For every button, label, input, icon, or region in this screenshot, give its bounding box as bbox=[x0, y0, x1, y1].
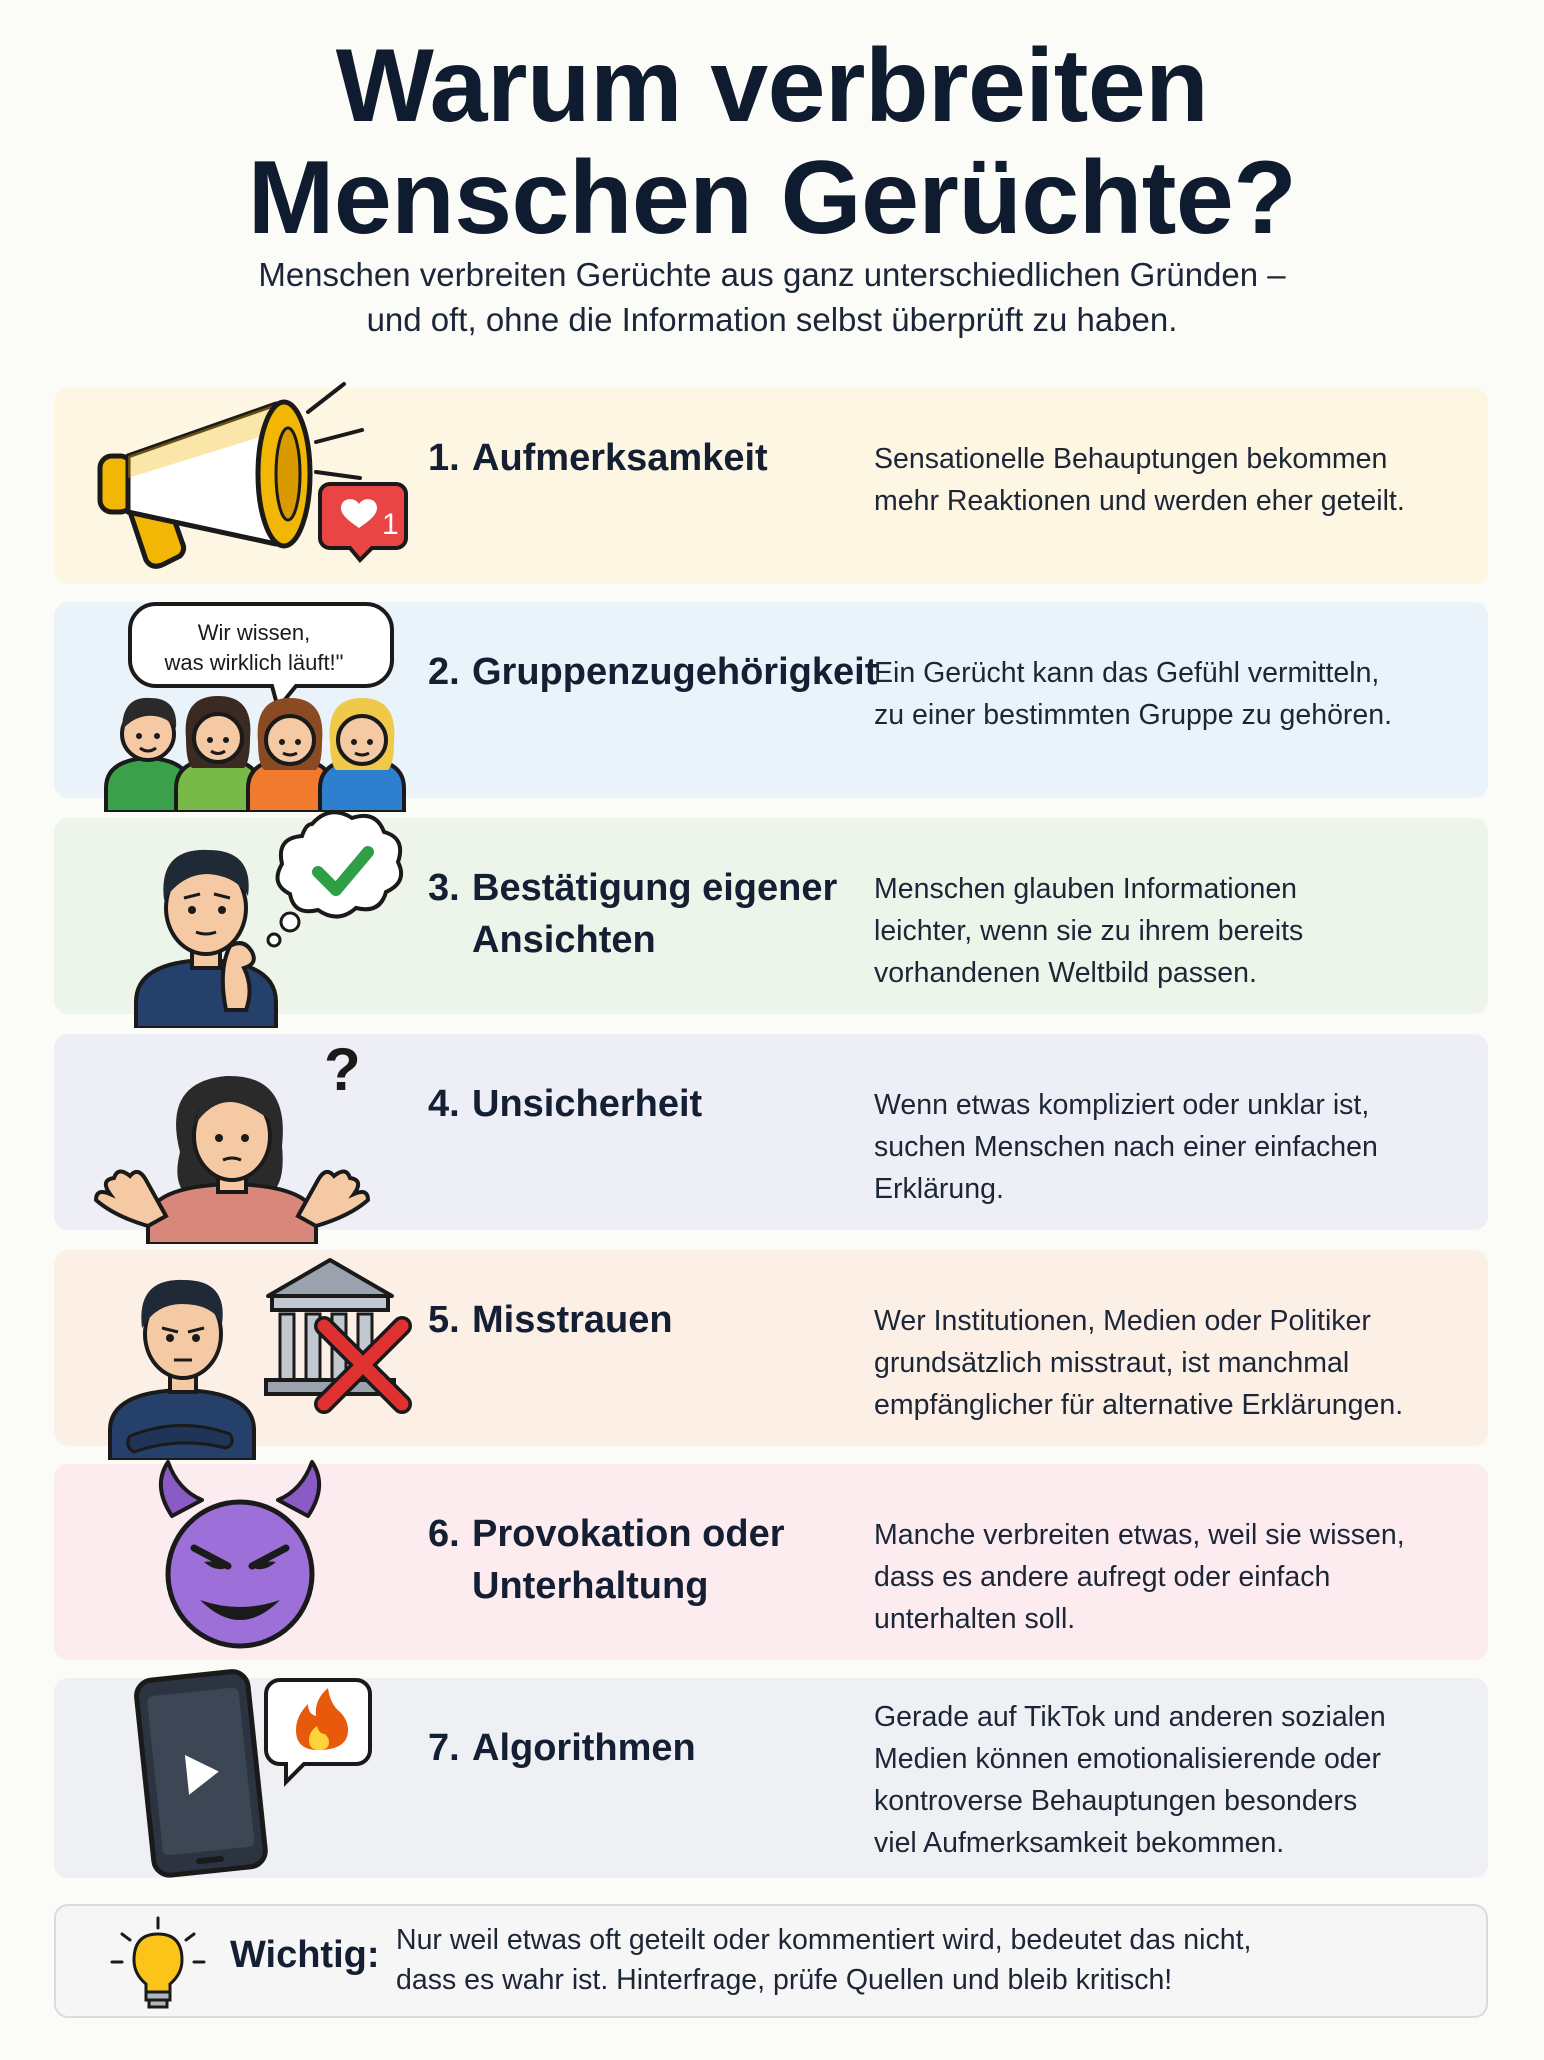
reason-title bbox=[428, 432, 898, 484]
reason-card-distrust bbox=[54, 1250, 1488, 1446]
reason-desc-line: mehr Reaktionen und werden eher geteilt. bbox=[874, 485, 1405, 517]
lightbulb-icon bbox=[108, 1916, 208, 2012]
note-text bbox=[396, 1920, 1251, 2000]
reason-number: 6. bbox=[428, 1513, 460, 1555]
reason-title bbox=[428, 646, 898, 698]
reason-title-line1: Bestätigung eigener bbox=[472, 867, 838, 909]
reason-title-line2: Unterhaltung bbox=[472, 1565, 709, 1607]
important-note bbox=[54, 1904, 1488, 2018]
reason-title bbox=[428, 1722, 898, 1774]
reason-card-confirmation bbox=[54, 818, 1488, 1014]
reason-title-line1: Provokation oder bbox=[472, 1513, 785, 1555]
reason-desc-line: Wer Institutionen, Medien oder Politiker bbox=[874, 1305, 1371, 1337]
reason-card-algorithms bbox=[54, 1678, 1488, 1878]
reason-title bbox=[428, 1078, 898, 1130]
reason-title-line1: Gruppenzugehörigkeit bbox=[472, 651, 878, 693]
svg-text:?: ? bbox=[324, 1036, 361, 1103]
like-count-badge: 1 bbox=[382, 508, 399, 541]
confused-person-icon bbox=[76, 1020, 436, 1244]
thinking-person-icon bbox=[76, 804, 436, 1028]
reason-desc-line: Wenn etwas kompliziert oder unklar ist, bbox=[874, 1089, 1370, 1121]
reason-number: 7. bbox=[428, 1727, 460, 1769]
reason-desc-line: grundsätzlich misstraut, ist manchmal bbox=[874, 1347, 1350, 1379]
reason-desc-line: vorhandenen Weltbild passen. bbox=[874, 957, 1257, 989]
reason-desc-line: Manche verbreiten etwas, weil sie wissen, bbox=[874, 1519, 1405, 1551]
reason-title bbox=[428, 862, 898, 966]
reason-desc-line: Menschen glauben Informationen bbox=[874, 873, 1298, 905]
reason-desc-line: suchen Menschen nach einer einfachen bbox=[874, 1131, 1378, 1163]
reason-title-line1: Aufmerksamkeit bbox=[472, 437, 768, 479]
reason-number: 2. bbox=[428, 651, 460, 693]
reason-title bbox=[428, 1508, 898, 1612]
reason-card-provocation bbox=[54, 1464, 1488, 1660]
reason-description bbox=[874, 652, 1474, 736]
reason-number: 3. bbox=[428, 867, 460, 909]
devil-icon bbox=[76, 1450, 436, 1674]
page-title bbox=[0, 30, 1544, 254]
reason-title-line1: Misstrauen bbox=[472, 1299, 673, 1341]
reason-desc-line: Gerade auf TikTok und anderen sozialen bbox=[874, 1701, 1386, 1733]
speech-bubble-line2: was wirklich läuft!" bbox=[164, 650, 344, 675]
reason-description bbox=[874, 1514, 1474, 1640]
reason-desc-line: Medien können emotionalisierende oder bbox=[874, 1743, 1382, 1775]
reason-description bbox=[874, 438, 1474, 522]
reason-title-line1: Unsicherheit bbox=[472, 1083, 703, 1125]
reason-number: 4. bbox=[428, 1083, 460, 1125]
reason-description bbox=[874, 1084, 1474, 1210]
reason-desc-line: Erklärung. bbox=[874, 1173, 1004, 1205]
subtitle-line1: Menschen verbreiten Gerüchte aus ganz unterschiedlichen Gründen – bbox=[258, 256, 1286, 293]
reason-desc-line: kontroverse Behauptungen besonders bbox=[874, 1785, 1358, 1817]
reason-desc-line: viel Aufmerksamkeit bekommen. bbox=[874, 1827, 1285, 1859]
note-text-line2: dass es wahr ist. Hinterfrage, prüfe Quellen und bleib kritisch! bbox=[396, 1964, 1173, 1996]
reason-number: 5. bbox=[428, 1299, 460, 1341]
reason-title-line2: Ansichten bbox=[472, 919, 656, 961]
reason-desc-line: dass es andere aufregt oder einfach bbox=[874, 1561, 1331, 1593]
reason-desc-line: unterhalten soll. bbox=[874, 1603, 1076, 1635]
reason-desc-line: empfänglicher für alternative Erklärungen. bbox=[874, 1389, 1404, 1421]
smartphone-icon bbox=[76, 1664, 436, 1892]
note-text-line1: Nur weil etwas oft geteilt oder kommentiert wird, bedeutet das nicht, bbox=[396, 1924, 1252, 1956]
reason-description bbox=[874, 868, 1474, 994]
reason-card-attention bbox=[54, 388, 1488, 584]
group-icon bbox=[76, 588, 436, 812]
reason-card-group bbox=[54, 602, 1488, 798]
reason-desc-line: leichter, wenn sie zu ihrem bereits bbox=[874, 915, 1304, 947]
reason-title-line1: Algorithmen bbox=[472, 1727, 696, 1769]
distrust-icon bbox=[76, 1236, 436, 1460]
reason-description bbox=[874, 1300, 1474, 1426]
page-title-line2: Menschen Gerüchte? bbox=[247, 140, 1297, 256]
reason-description bbox=[874, 1696, 1474, 1864]
subtitle-line2: und oft, ohne die Information selbst überprüft zu haben. bbox=[366, 301, 1178, 338]
reason-number: 1. bbox=[428, 437, 460, 479]
subtitle bbox=[0, 252, 1544, 342]
megaphone-icon bbox=[76, 374, 436, 598]
speech-bubble-line1: Wir wissen, bbox=[197, 620, 311, 645]
reason-title bbox=[428, 1294, 898, 1346]
page-title-line1: Warum verbreiten bbox=[335, 28, 1209, 144]
reason-card-uncertainty bbox=[54, 1034, 1488, 1230]
note-label: Wichtig: bbox=[230, 1934, 380, 1976]
reason-desc-line: Ein Gerücht kann das Gefühl vermitteln, bbox=[874, 657, 1380, 689]
reason-desc-line: zu einer bestimmten Gruppe zu gehören. bbox=[874, 699, 1393, 731]
reason-desc-line: Sensationelle Behauptungen bekommen bbox=[874, 443, 1388, 475]
